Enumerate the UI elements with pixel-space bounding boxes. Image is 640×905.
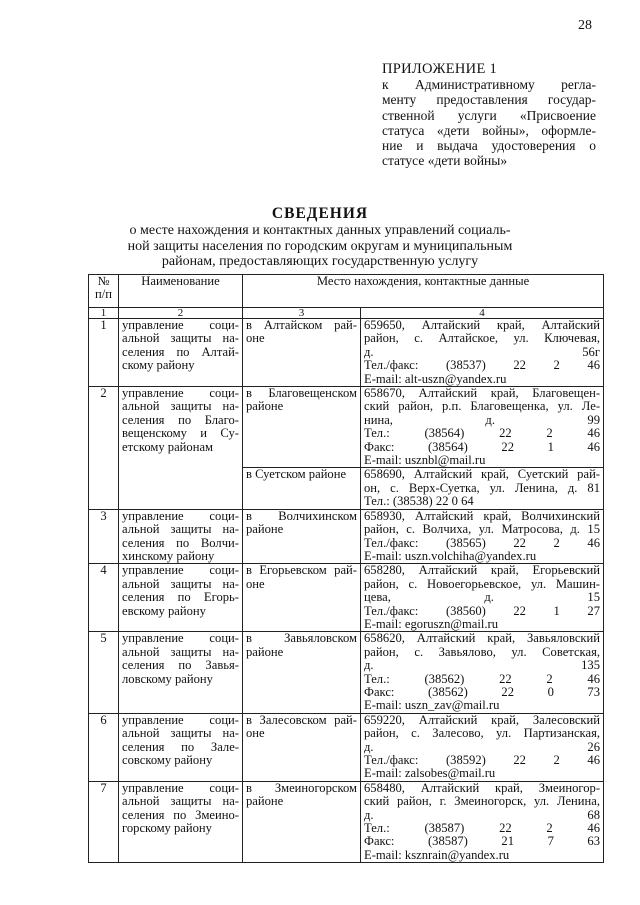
cell-line: в Суетском районе <box>246 467 347 482</box>
column-number-row <box>89 308 604 319</box>
appendix-line: ние и выдача удостоверения о <box>382 138 596 154</box>
cell-line: управление соци- <box>122 631 239 646</box>
document-title: СВЕДЕНИЯ <box>271 205 369 222</box>
cell-line: район, с. Завьялово, ул. Советская, <box>364 644 601 659</box>
cell-line: оне <box>246 331 265 346</box>
column-number: 3 <box>243 308 361 319</box>
cell-line: район, с. Новоегорьевское, ул. Машин- <box>364 576 601 591</box>
appendix-heading: ПРИЛОЖЕНИЕ 1 <box>382 61 498 77</box>
document-subtitle <box>0 223 640 270</box>
page-number: 28 <box>578 18 592 33</box>
cell-line: д. 26 <box>364 739 601 754</box>
district-name <box>243 319 361 387</box>
contact-details <box>361 468 604 509</box>
cell-line: район, с. Алтайское, ул. Ключевая, <box>364 331 601 346</box>
contact-details <box>361 509 604 564</box>
cell-line: евскому району <box>122 603 206 618</box>
cell-line: альной защиты на- <box>122 522 239 537</box>
cell-line: 658670, Алтайский край, Благовещен- <box>364 386 601 401</box>
cell-line: селения по Зале- <box>122 739 239 754</box>
cell-line: оне <box>246 576 265 591</box>
appendix-line: статусе «дети войны» <box>382 153 508 169</box>
cell-line: селения по Благо- <box>122 412 239 427</box>
office-name <box>119 564 243 632</box>
table-body <box>89 319 604 863</box>
office-name <box>119 781 243 862</box>
cell-line: альной защиты на- <box>122 794 239 809</box>
table-row <box>89 564 604 632</box>
column-number: 1 <box>89 308 119 319</box>
cell-line: E-mail: zalsobes@mail.ru <box>364 766 496 781</box>
cell-line: ский район, г. Змеиногорск, ул. Ленина, <box>364 794 601 809</box>
row-number: 3 <box>89 509 119 564</box>
table-row <box>89 509 604 564</box>
cell-line: етскому районам <box>122 439 214 454</box>
table-row <box>89 632 604 713</box>
row-number: 2 <box>89 387 119 510</box>
row-number: 1 <box>89 319 119 387</box>
cell-line: Тел.: (38587) 22 2 46 <box>364 821 601 836</box>
header-num: № п/п <box>89 275 119 308</box>
cell-line: Тел./факс: (38592) 22 2 46 <box>364 753 601 767</box>
office-name <box>119 509 243 564</box>
cell-line: районе <box>246 522 284 537</box>
cell-line: управление соци- <box>122 780 239 795</box>
cell-line: Тел.: (38564) 22 2 46 <box>364 426 601 441</box>
contact-details <box>361 632 604 713</box>
cell-line: хинскому району <box>122 548 215 563</box>
cell-line: Тел.: (38538) 22 0 64 <box>364 494 474 509</box>
offices-table <box>88 274 604 863</box>
header-location: Место нахождения, контактные данные <box>243 275 604 308</box>
cell-line: вещенскому и Су- <box>122 426 239 441</box>
appendix-block <box>382 62 596 168</box>
cell-line: управление соци- <box>122 508 239 523</box>
subtitle-line: ной защиты населения по городским округам и муниципальным <box>127 238 513 254</box>
table-header-row <box>89 275 604 308</box>
cell-line: оне <box>246 726 265 741</box>
cell-line: район, с. Залесово, ул. Партизанская, <box>364 726 601 741</box>
cell-line: Факс: (38564) 22 1 46 <box>364 439 601 454</box>
cell-line: в Залесовском рай- <box>246 712 357 727</box>
cell-line: в Егорьевском рай- <box>246 563 357 578</box>
cell-line: район, с. Волчиха, ул. Матросова, д. 15 <box>364 522 601 537</box>
contact-details <box>361 319 604 387</box>
cell-line: E-mail: alt-uszn@yandex.ru <box>364 371 507 386</box>
cell-line: 658930, Алтайский край, Волчихинский <box>364 508 601 523</box>
appendix-line: менту предоставления государ- <box>382 92 596 108</box>
district-name <box>243 781 361 862</box>
cell-line: управление соци- <box>122 386 239 401</box>
cell-line: E-mail: ksznrain@yandex.ru <box>364 847 510 862</box>
cell-line: ский район, р.п. Благовещенка, ул. Ле- <box>364 399 601 414</box>
cell-line: E-mail: egoruszn@mail.ru <box>364 616 498 631</box>
office-name <box>119 632 243 713</box>
subtitle-line: районам, предоставляющих государственную услугу <box>161 254 479 270</box>
appendix-line: статуса «дети войны», оформле- <box>382 122 596 138</box>
cell-line: в Благовещенском <box>246 386 357 401</box>
district-name <box>243 468 361 509</box>
row-number: 4 <box>89 564 119 632</box>
column-number: 2 <box>119 308 243 319</box>
cell-line: управление соци- <box>122 318 239 332</box>
district-name <box>243 564 361 632</box>
cell-line: горскому району <box>122 821 212 836</box>
table-row <box>89 713 604 781</box>
cell-line: цева, д. 15 <box>364 590 601 605</box>
cell-line: 658690, Алтайский край, Суетский рай- <box>364 467 601 482</box>
contact-details <box>361 387 604 468</box>
cell-line: в Алтайском рай- <box>246 318 357 332</box>
office-name <box>119 387 243 510</box>
cell-line: нина, д. 99 <box>364 412 601 427</box>
cell-line: E-mail: usznbl@mail.ru <box>364 453 486 468</box>
cell-line: селения по Алтай- <box>122 344 239 359</box>
cell-line: 658280, Алтайский край, Егорьевский <box>364 563 601 578</box>
cell-line: E-mail: uszn_zav@mail.ru <box>364 698 500 713</box>
cell-line: 658480, Алтайский край, Змеиногор- <box>364 780 601 795</box>
cell-line: 658620, Алтайский край, Завьяловский <box>364 631 601 646</box>
appendix-line: ственной услуги «Присвоение <box>382 107 596 123</box>
contact-details <box>361 781 604 862</box>
district-name <box>243 387 361 468</box>
cell-line: 659650, Алтайский край, Алтайский <box>364 318 601 332</box>
cell-line: д. 56г <box>364 344 601 359</box>
cell-line: в Змеиногорском <box>246 780 357 795</box>
cell-line: Тел./факс: (38537) 22 2 46 <box>364 358 601 373</box>
office-name <box>119 319 243 387</box>
cell-line: он, с. Верх-Суетка, ул. Ленина, д. 81 <box>364 480 601 495</box>
column-number: 4 <box>361 308 604 319</box>
office-name <box>119 713 243 781</box>
subtitle-line: о месте нахождения и контактных данных управлений социаль- <box>129 223 511 238</box>
cell-line: в Волчихинском <box>246 508 357 523</box>
appendix-line: к Административному регла- <box>382 77 596 93</box>
cell-line: Факс: (38587) 21 7 63 <box>364 834 601 849</box>
table-row <box>89 781 604 862</box>
cell-line: E-mail: uszn.volchiha@yandex.ru <box>364 548 537 563</box>
cell-line: районе <box>246 399 284 414</box>
cell-line: селения по Змеино- <box>122 807 239 822</box>
cell-line: селения по Волчи- <box>122 535 239 550</box>
header-name: Наименование <box>119 275 243 308</box>
cell-line: альной защиты на- <box>122 576 239 591</box>
cell-line: альной защиты на- <box>122 399 239 414</box>
row-number: 6 <box>89 713 119 781</box>
cell-line: альной защиты на- <box>122 726 239 741</box>
table-row <box>89 319 604 387</box>
contact-details <box>361 713 604 781</box>
district-name <box>243 632 361 713</box>
cell-line: скому району <box>122 358 195 373</box>
district-name <box>243 509 361 564</box>
cell-line: Тел./факс: (38560) 22 1 27 <box>364 603 601 618</box>
table-row <box>89 387 604 468</box>
cell-line: альной защиты на- <box>122 331 239 346</box>
district-name <box>243 713 361 781</box>
cell-line: Факс: (38562) 22 0 73 <box>364 684 601 699</box>
cell-line: управление соци- <box>122 563 239 578</box>
cell-line: Тел./факс: (38565) 22 2 46 <box>364 535 601 550</box>
cell-line: в Завьяловском <box>246 631 357 646</box>
cell-line: районе <box>246 794 284 809</box>
contact-details <box>361 564 604 632</box>
cell-line: совскому району <box>122 753 213 767</box>
cell-line: д. 68 <box>364 807 601 822</box>
cell-line: районе <box>246 644 284 659</box>
cell-line: ловскому району <box>122 671 213 686</box>
cell-line: селения по Егорь- <box>122 590 239 605</box>
cell-line: Тел.: (38562) 22 2 46 <box>364 671 601 686</box>
row-number: 5 <box>89 632 119 713</box>
cell-line: альной защиты на- <box>122 644 239 659</box>
cell-line: д. 135 <box>364 658 601 673</box>
cell-line: управление соци- <box>122 712 239 727</box>
row-number: 7 <box>89 781 119 862</box>
cell-line: 659220, Алтайский край, Залесовский <box>364 712 601 727</box>
cell-line: селения по Завья- <box>122 658 239 673</box>
